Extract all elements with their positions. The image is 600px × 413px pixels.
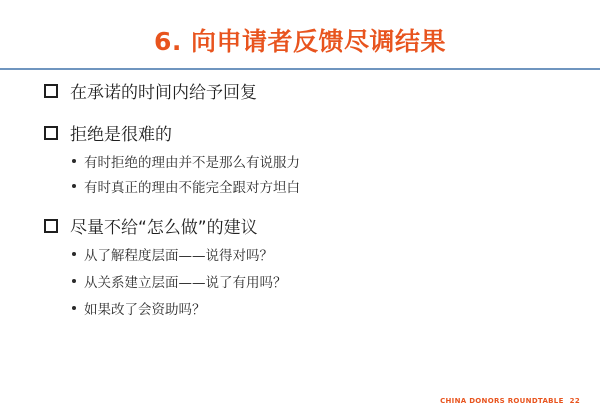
- footer: [440, 397, 580, 405]
- list-item: [72, 244, 273, 264]
- section-heading-3: [44, 213, 258, 238]
- section-heading-2-text: 拒绝是很难的: [70, 125, 172, 145]
- dot-icon: [72, 252, 76, 256]
- dot-icon: [72, 279, 76, 283]
- list-item: [72, 271, 287, 291]
- hollow-square-icon: [44, 126, 58, 140]
- dot-icon: [72, 306, 76, 310]
- page-number: 22: [569, 397, 580, 405]
- list-item-text: 有时真正的理由不能完全跟对方坦白: [84, 180, 300, 196]
- dot-icon: [72, 184, 76, 188]
- list-item-text: 有时拒绝的理由并不是那么有说服力: [84, 155, 300, 171]
- title-divider: [0, 68, 600, 70]
- section-heading-2: [44, 120, 172, 145]
- list-item-text: 如果改了会资助吗？: [84, 302, 206, 318]
- section-heading-1: [44, 78, 257, 103]
- list-item: [72, 298, 206, 318]
- dot-icon: [72, 159, 76, 163]
- hollow-square-icon: [44, 84, 58, 98]
- section-heading-3-text: 尽量不给“怎么做”的建议: [70, 218, 258, 238]
- footer-org: CHINA DONORS ROUNDTABLE: [440, 397, 564, 405]
- list-item: [72, 151, 300, 171]
- list-item: [72, 176, 300, 196]
- list-item-text: 从了解程度层面——说得对吗？: [84, 248, 273, 264]
- section-heading-1-text: 在承诺的时间内给予回复: [70, 83, 257, 103]
- hollow-square-icon: [44, 219, 58, 233]
- list-item-text: 从关系建立层面——说了有用吗？: [84, 275, 287, 291]
- slide-title: 6. 向申请者反馈尽调结果: [153, 27, 447, 56]
